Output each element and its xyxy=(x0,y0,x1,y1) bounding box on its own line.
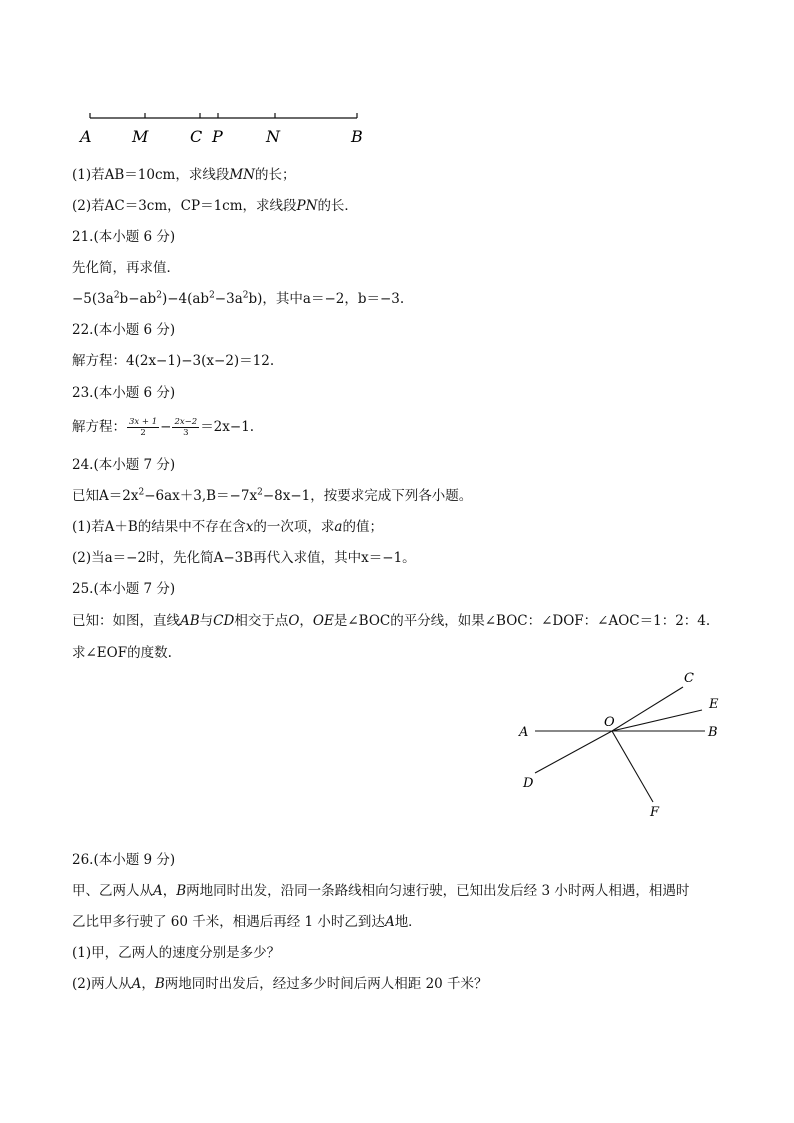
q26-text: ， xyxy=(141,976,155,992)
q24-var: a xyxy=(334,519,343,535)
q26-var: A xyxy=(153,883,163,899)
q24-part1-text: 的一次项，求 xyxy=(253,519,335,535)
q25-question: 求∠EOF的度数. xyxy=(72,645,172,661)
q24-part1 xyxy=(72,518,383,536)
q21-expr-part: b−ab xyxy=(119,291,157,307)
q26-text: 甲、乙两人从 xyxy=(72,883,153,899)
fraction-denominator: 2 xyxy=(140,428,146,438)
q25-text: 已知：如图，直线 xyxy=(72,613,180,629)
fraction-numerator: 2x−2 xyxy=(174,417,198,427)
ray-oe xyxy=(612,710,702,731)
q21-sup: 2 xyxy=(242,290,249,301)
q24-given-part: −8x−1，按要求完成下列各小题。 xyxy=(262,488,473,504)
label-b: B xyxy=(351,127,363,146)
q26-text: 两地同时出发后，经过多少时间后两人相距 20 千米？ xyxy=(164,976,488,992)
q20-part2-end: 的长． xyxy=(317,198,358,214)
q23-fraction-2 xyxy=(172,417,199,438)
label-n: N xyxy=(266,127,280,146)
label-c: C xyxy=(684,671,694,686)
q26-text: 地． xyxy=(394,914,422,930)
label-m: M xyxy=(132,127,149,146)
label-d: D xyxy=(523,776,534,791)
q23-prefix: 解方程： xyxy=(72,419,126,435)
fraction-numerator: 3x + 1 xyxy=(129,417,158,427)
q24-given xyxy=(72,487,472,505)
q24-sup: 2 xyxy=(138,487,145,498)
q20-part1 xyxy=(72,166,295,184)
q21-instruction: 先化简，再求值． xyxy=(72,260,180,276)
q25-header: 25.(本小题 7 分) xyxy=(72,581,176,597)
label-a: A xyxy=(80,127,92,146)
q20-part2-text: (2)若AC＝3cm，CP＝1cm，求线段 xyxy=(72,198,297,214)
q20-part1-end: 的长； xyxy=(254,167,296,183)
q26-var: B xyxy=(176,883,187,899)
q24-given-part: −6ax＋3,B＝−7x xyxy=(144,488,258,504)
q25-var: O xyxy=(288,613,300,629)
ray-of xyxy=(612,731,653,802)
q24-part2: (2)当a＝−2时，先化简A−3B再代入求值，其中x＝−1。 xyxy=(72,550,416,566)
q23-suffix: ＝2x−1. xyxy=(200,419,255,435)
q26-text: ， xyxy=(162,883,177,899)
fraction-denominator: 3 xyxy=(183,428,189,438)
angle-figure xyxy=(500,660,740,830)
q21-sup: 2 xyxy=(113,290,120,301)
label-f: F xyxy=(650,805,660,820)
q26-part2 xyxy=(72,975,488,993)
q23-equation xyxy=(72,417,254,438)
q22-equation: 解方程：4(2x−1)−3(x−2)＝12. xyxy=(72,353,275,369)
q26-var: B xyxy=(154,976,165,992)
q20-part1-var: MN xyxy=(229,167,255,183)
label-b: B xyxy=(708,725,718,740)
label-e: E xyxy=(709,697,719,712)
q21-header: 21.(本小题 6 分) xyxy=(72,229,176,245)
q25-text: 是∠BOC的平分线，如果∠BOC：∠DOF：∠AOC＝1：2：4. xyxy=(333,613,711,629)
q21-sup: 2 xyxy=(209,290,215,301)
q25-var: AB xyxy=(180,613,200,629)
q24-given-part: 已知A＝2x xyxy=(72,488,139,504)
q22-header: 22.(本小题 6 分) xyxy=(72,322,176,338)
ray-od xyxy=(535,731,612,773)
label-o: O xyxy=(604,715,615,730)
q26-text: 乙比甲多行驶了 60 千米，相遇后再经 1 小时乙到达 xyxy=(72,914,385,930)
q24-part1-text: (1)若A＋B的结果中不存在含 xyxy=(72,519,246,535)
q25-var: OE xyxy=(312,613,334,629)
q24-part1-text: 的值； xyxy=(342,519,383,535)
q20-part2 xyxy=(72,197,358,215)
q26-header: 26.(本小题 9 分) xyxy=(72,852,176,868)
segment-figure xyxy=(70,110,380,150)
q21-expr-part: b)，其中a＝−2，b＝−3. xyxy=(248,291,405,307)
q26-var: A xyxy=(384,914,395,930)
q26-line2 xyxy=(72,913,422,931)
q26-part1: (1)甲，乙两人的速度分别是多少？ xyxy=(72,945,281,961)
q21-sup: 2 xyxy=(156,290,162,301)
q25-problem xyxy=(72,612,710,630)
ray-oc xyxy=(612,687,683,731)
q25-text: 与 xyxy=(199,613,214,629)
q24-var: x xyxy=(245,519,254,535)
q21-expression xyxy=(72,290,404,308)
q25-text: 相交于点 xyxy=(234,613,289,629)
q24-header: 24.(本小题 7 分) xyxy=(72,457,176,473)
q26-var: A xyxy=(131,976,142,992)
q26-text: (2)两人从 xyxy=(72,976,132,992)
q20-part1-text: (1)若AB＝10cm，求线段 xyxy=(72,167,230,183)
q23-fraction-1 xyxy=(127,417,159,438)
q25-text: ， xyxy=(299,613,313,629)
q24-sup: 2 xyxy=(257,487,263,498)
q20-part2-var: PN xyxy=(296,198,318,214)
q26-line1 xyxy=(72,882,689,900)
label-p: P xyxy=(212,127,223,146)
q23-minus: − xyxy=(160,419,172,435)
q25-var: CD xyxy=(213,613,235,629)
q23-header: 23.(本小题 6 分) xyxy=(72,385,176,401)
q21-expr-part: )−4(ab xyxy=(161,291,210,307)
q26-text: 两地同时出发，沿同一条路线相向匀速行驶，已知出发后经 3 小时两人相遇，相遇时 xyxy=(186,883,690,899)
q21-expr-part: −5(3a xyxy=(72,291,114,307)
label-c: C xyxy=(190,127,203,146)
label-a: A xyxy=(519,725,529,740)
q21-expr-part: −3a xyxy=(214,291,243,307)
